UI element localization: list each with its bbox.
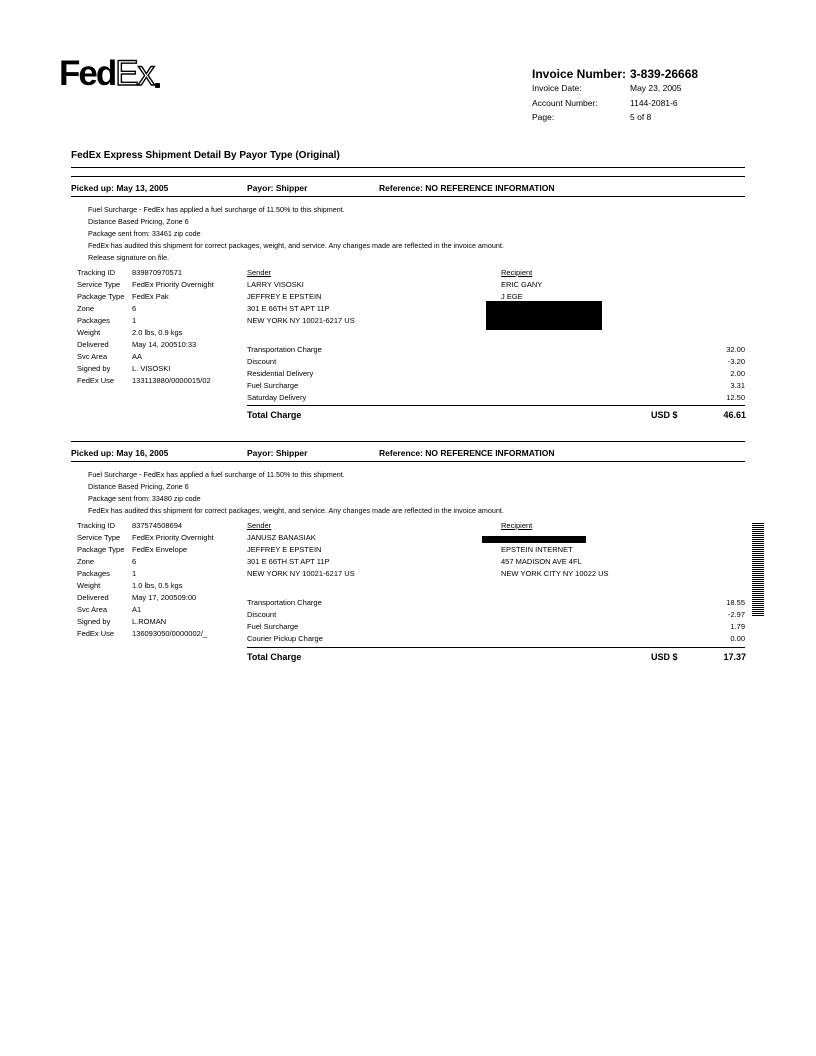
logo-ex: Ex [115, 54, 155, 93]
sender-line: NEW YORK NY 10021-6217 US [247, 316, 355, 325]
fedex-logo [59, 56, 154, 91]
shipment-note: Fuel Surcharge - FedEx has applied a fuel surcharge of 11.50% to this shipment. [88, 205, 345, 214]
total-label: Total Charge [247, 652, 302, 662]
charge-label: Saturday Delivery [247, 393, 307, 402]
total-amount: 17.37 [723, 652, 746, 662]
detail-key: Signed by [77, 617, 111, 626]
detail-key: Delivered [77, 340, 109, 349]
sender-line: 301 E 66TH ST APT 11P [247, 557, 330, 566]
detail-key: FedEx Use [77, 376, 115, 385]
recipient-line: NEW YORK CITY NY 10022 US [501, 569, 609, 578]
detail-key: FedEx Use [77, 629, 115, 638]
charge-label: Transportation Charge [247, 345, 322, 354]
charge-amount: 12.50 [726, 393, 745, 402]
payor: Payor: Shipper [247, 183, 308, 193]
sender-line: 301 E 66TH ST APT 11P [247, 304, 330, 313]
detail-value: L.ROMAN [132, 617, 167, 626]
picked-up-date: Picked up: May 13, 2005 [71, 183, 169, 193]
detail-value: A1 [132, 605, 142, 614]
payor: Payor: Shipper [247, 448, 308, 458]
tracking-id: 837574508694 [132, 521, 183, 530]
detail-value: May 17, 200509:00 [132, 593, 197, 602]
detail-key: Svc Area [77, 352, 108, 361]
detail-value: FedEx Envelope [132, 545, 188, 554]
sender-label: Sender [247, 268, 272, 277]
page-label: Page: [532, 112, 555, 122]
detail-value: 2.0 lbs, 0.9 kgs [132, 328, 183, 337]
detail-value: L. VISOSKI [132, 364, 171, 373]
detail-key: Zone [77, 304, 95, 313]
recipient-line: J EGE [501, 292, 523, 301]
charge-label: Discount [247, 610, 277, 619]
sender-line: JANUSZ BANASIAK [247, 533, 316, 542]
charge-label: Fuel Surcharge [247, 622, 299, 631]
shipment-note: FedEx has audited this shipment for correct packages, weight, and service. Any changes made are reflected in the invoice amount. [88, 241, 504, 250]
detail-value: 1 [132, 569, 137, 578]
charge-label: Discount [247, 357, 277, 366]
total-label: Total Charge [247, 410, 302, 420]
shipment-note: Distance Based Pricing, Zone 6 [88, 482, 189, 491]
charge-amount: 2.00 [730, 369, 745, 378]
recipient-label: Recipient [501, 268, 533, 277]
detail-value: FedEx Pak [132, 292, 169, 301]
sender-line: NEW YORK NY 10021-6217 US [247, 569, 355, 578]
detail-value: 1 [132, 316, 137, 325]
divider [71, 196, 745, 197]
sender-line: LARRY VISOSKI [247, 280, 304, 289]
invoice-date: May 23, 2005 [630, 83, 682, 93]
charge-amount: 18.55 [726, 598, 745, 607]
section-title: FedEx Express Shipment Detail By Payor Type (Original) [71, 150, 340, 161]
charge-amount: -2.97 [727, 610, 745, 619]
shipment-note: Release signature on file. [88, 253, 170, 262]
detail-value: FedEx Priority Overnight [132, 533, 214, 542]
detail-key: Weight [77, 328, 101, 337]
charge-amount: 1.79 [730, 622, 745, 631]
detail-key: Packages [77, 316, 110, 325]
charge-label: Residential Delivery [247, 369, 314, 378]
sender-line: JEFFREY E EPSTEIN [247, 545, 322, 554]
charge-amount: 32.00 [726, 345, 745, 354]
shipment-note: Fuel Surcharge - FedEx has applied a fuel surcharge of 11.50% to this shipment. [88, 470, 345, 479]
account-number-label: Account Number: [532, 98, 598, 108]
charge-amount: 3.31 [730, 381, 745, 390]
detail-key: Packages [77, 569, 110, 578]
divider [71, 461, 745, 462]
detail-value: FedEx Priority Overnight [132, 280, 214, 289]
recipient-line: EPSTEIN INTERNET [501, 545, 573, 554]
shipment-note: Package sent from: 33461 zip code [88, 229, 201, 238]
detail-key: Svc Area [77, 605, 108, 614]
recipient-line: 457 MADISON AVE 4FL [501, 557, 582, 566]
detail-key: Package Type [77, 292, 125, 301]
charge-label: Fuel Surcharge [247, 381, 299, 390]
detail-key: Tracking ID [77, 268, 116, 277]
logo-dot-icon [155, 83, 160, 88]
charge-amount: -3.20 [727, 357, 745, 366]
charge-label: Courier Pickup Charge [247, 634, 323, 643]
page-number: 5 of 8 [630, 112, 652, 122]
detail-key: Weight [77, 581, 101, 590]
total-divider [247, 405, 745, 406]
divider [71, 441, 745, 442]
detail-value: 133113880/0000015/02 [132, 376, 211, 385]
total-divider [247, 647, 745, 648]
redaction-block [482, 536, 586, 543]
detail-value: 1.0 lbs, 0.5 kgs [132, 581, 183, 590]
total-amount: 46.61 [723, 410, 746, 420]
detail-key: Signed by [77, 364, 111, 373]
detail-key: Tracking ID [77, 521, 116, 530]
barcode-icon [752, 523, 764, 617]
invoice-date-label: Invoice Date: [532, 83, 582, 93]
invoice-number: 3-839-26668 [630, 67, 699, 81]
invoice-number-label: Invoice Number: [532, 67, 627, 81]
detail-value: AA [132, 352, 143, 361]
detail-value: 136093050/0000002/_ [132, 629, 208, 638]
sender-label: Sender [247, 521, 272, 530]
divider [71, 167, 745, 168]
charge-amount: 0.00 [730, 634, 745, 643]
detail-key: Package Type [77, 545, 125, 554]
detail-key: Service Type [77, 280, 121, 289]
account-number: 1144-2081-6 [630, 98, 678, 108]
detail-value: 6 [132, 304, 137, 313]
recipient-line: ERIC GANY [501, 280, 543, 289]
detail-value: 6 [132, 557, 137, 566]
logo-fed: Fed [59, 54, 116, 93]
shipment-note: Package sent from: 33480 zip code [88, 494, 201, 503]
redaction-block [486, 301, 602, 330]
shipment-note: FedEx has audited this shipment for correct packages, weight, and service. Any changes made are reflected in the invoice amount. [88, 506, 504, 515]
currency: USD $ [651, 410, 678, 420]
detail-key: Zone [77, 557, 95, 566]
sender-line: JEFFREY E EPSTEIN [247, 292, 322, 301]
reference: Reference: NO REFERENCE INFORMATION [379, 448, 555, 458]
detail-value: May 14, 200510:33 [132, 340, 197, 349]
reference: Reference: NO REFERENCE INFORMATION [379, 183, 555, 193]
charge-label: Transportation Charge [247, 598, 322, 607]
recipient-label: Recipient [501, 521, 533, 530]
currency: USD $ [651, 652, 678, 662]
divider [71, 176, 745, 177]
picked-up-date: Picked up: May 16, 2005 [71, 448, 169, 458]
detail-key: Service Type [77, 533, 121, 542]
tracking-id: 839870970571 [132, 268, 183, 277]
shipment-note: Distance Based Pricing, Zone 6 [88, 217, 189, 226]
detail-key: Delivered [77, 593, 109, 602]
